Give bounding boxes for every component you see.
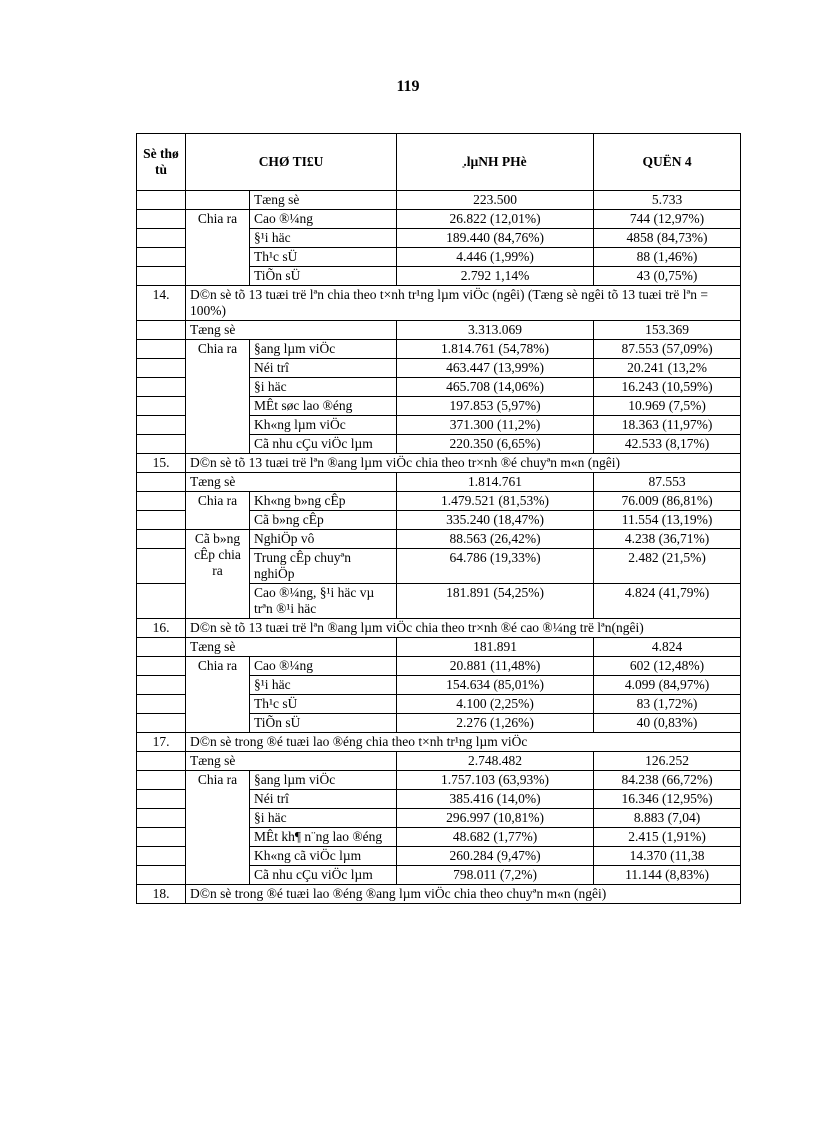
row-value-city: 197.853 (5,97%)	[397, 397, 594, 416]
row-value-district: 84.238 (66,72%)	[594, 771, 741, 790]
row-value-district: 4.238 (36,71%)	[594, 530, 741, 549]
table-row	[137, 638, 741, 657]
row-value-district: 16.243 (10,59%)	[594, 378, 741, 397]
row-value-district: 14.370 (11,38	[594, 847, 741, 866]
row-label: Néi trî	[250, 359, 397, 378]
row-value-district: 83 (1,72%)	[594, 695, 741, 714]
row-label: Tæng sè	[250, 191, 397, 210]
row-value-city: 20.881 (11,48%)	[397, 657, 594, 676]
table-row	[137, 340, 741, 359]
row-value-city: 1.814.761 (54,78%)	[397, 340, 594, 359]
row-value-district: 4.824	[594, 638, 741, 657]
row-label: MÊt søc lao ®éng	[250, 397, 397, 416]
section-title-row	[137, 733, 741, 752]
row-value-district: 744 (12,97%)	[594, 210, 741, 229]
row-value-city: 220.350 (6,65%)	[397, 435, 594, 454]
row-label: Kh«ng b»ng cÊp	[250, 492, 397, 511]
row-label: TiÕn sÜ	[250, 714, 397, 733]
row-label: §¹i häc	[250, 676, 397, 695]
row-value-district: 76.009 (86,81%)	[594, 492, 741, 511]
row-value-city: 1.757.103 (63,93%)	[397, 771, 594, 790]
row-label: MÊt kh¶ n¨ng lao ®éng	[250, 828, 397, 847]
row-value-city: 88.563 (26,42%)	[397, 530, 594, 549]
row-label: Cao ®¼ng, §¹i häc vµ trªn ®¹i häc	[250, 584, 397, 619]
section-title-row	[137, 619, 741, 638]
section-title: D©n sè trong ®é tuæi lao ®éng ®ang lµm viÖc chia theo chuyªn m«n (ngêi)	[186, 885, 741, 904]
row-label: TiÕn sÜ	[250, 267, 397, 286]
row-label: Cã nhu cÇu viÖc lµm	[250, 435, 397, 454]
row-value-district: 153.369	[594, 321, 741, 340]
row-value-city: 64.786 (19,33%)	[397, 549, 594, 584]
row-label: Cã b»ng cÊp	[250, 511, 397, 530]
table-row	[137, 473, 741, 492]
row-value-district: 11.144 (8,83%)	[594, 866, 741, 885]
section-title: D©n sè tõ 13 tuæi trë lªn ®ang lµm viÖc chia theo tr×nh ®é chuyªn m«n (ngêi)	[186, 454, 741, 473]
row-value-district: 126.252	[594, 752, 741, 771]
table-row	[137, 321, 741, 340]
section-number: 15.	[137, 454, 186, 473]
row-value-district: 40 (0,83%)	[594, 714, 741, 733]
row-value-city: 154.634 (85,01%)	[397, 676, 594, 695]
row-value-city: 181.891	[397, 638, 594, 657]
header-chi-tieu: CHØ TI£U	[186, 134, 397, 191]
row-value-district: 4858 (84,73%)	[594, 229, 741, 248]
table-row	[137, 191, 741, 210]
section-number: 16.	[137, 619, 186, 638]
row-label: §i häc	[250, 809, 397, 828]
row-label: Tæng sè	[186, 473, 397, 492]
row-value-city: 4.446 (1,99%)	[397, 248, 594, 267]
row-value-city: 463.447 (13,99%)	[397, 359, 594, 378]
row-label: Tæng sè	[186, 638, 397, 657]
row-value-district: 4.099 (84,97%)	[594, 676, 741, 695]
group-label: Chia ra	[186, 657, 250, 733]
row-label: Tæng sè	[186, 321, 397, 340]
row-value-city: 1.814.761	[397, 473, 594, 492]
header-city: ַ.lµNH PHè	[397, 134, 594, 191]
header-stt: Sè thø tù	[137, 134, 186, 191]
table-row	[137, 530, 741, 549]
row-value-district: 2.482 (21,5%)	[594, 549, 741, 584]
row-value-district: 11.554 (13,19%)	[594, 511, 741, 530]
row-value-city: 2.748.482	[397, 752, 594, 771]
section-title-row	[137, 454, 741, 473]
row-value-city: 2.792 1,14%	[397, 267, 594, 286]
section-title: D©n sè tõ 13 tuæi trë lªn chia theo t×nh tr¹ng lµm viÖc (ngêi) (Tæng sè ngêi tõ 13 tuæi trë lªn = 100%)	[186, 286, 741, 321]
row-label: Trung cÊp chuyªn nghiÖp	[250, 549, 397, 584]
row-label: NghiÖp vô	[250, 530, 397, 549]
row-value-city: 385.416 (14,0%)	[397, 790, 594, 809]
row-value-city: 1.479.521 (81,53%)	[397, 492, 594, 511]
row-value-city: 3.313.069	[397, 321, 594, 340]
row-label: §ang lµm viÖc	[250, 771, 397, 790]
row-value-district: 18.363 (11,97%)	[594, 416, 741, 435]
group-label: Chia ra	[186, 210, 250, 286]
row-label: Cao ®¼ng	[250, 657, 397, 676]
row-label: Néi trî	[250, 790, 397, 809]
row-value-district: 5.733	[594, 191, 741, 210]
row-value-city: 26.822 (12,01%)	[397, 210, 594, 229]
row-value-district: 87.553 (57,09%)	[594, 340, 741, 359]
row-value-city: 2.276 (1,26%)	[397, 714, 594, 733]
row-value-city: 465.708 (14,06%)	[397, 378, 594, 397]
row-value-city: 296.997 (10,81%)	[397, 809, 594, 828]
table-row	[137, 210, 741, 229]
row-value-city: 335.240 (18,47%)	[397, 511, 594, 530]
row-value-district: 87.553	[594, 473, 741, 492]
row-value-city: 189.440 (84,76%)	[397, 229, 594, 248]
row-label: §ang lµm viÖc	[250, 340, 397, 359]
row-value-city: 4.100 (2,25%)	[397, 695, 594, 714]
header-district: QUËN 4	[594, 134, 741, 191]
row-label: Cao ®¼ng	[250, 210, 397, 229]
section-title: D©n sè trong ®é tuæi lao ®éng chia theo t×nh tr¹ng lµm viÖc	[186, 733, 741, 752]
table-row	[137, 657, 741, 676]
row-value-district: 4.824 (41,79%)	[594, 584, 741, 619]
row-value-district: 16.346 (12,95%)	[594, 790, 741, 809]
row-value-city: 371.300 (11,2%)	[397, 416, 594, 435]
row-value-district: 2.415 (1,91%)	[594, 828, 741, 847]
section-number: 17.	[137, 733, 186, 752]
table-row	[137, 492, 741, 511]
row-label: Kh«ng cã viÖc lµm	[250, 847, 397, 866]
statistics-table	[136, 133, 741, 904]
row-value-district: 8.883 (7,04)	[594, 809, 741, 828]
group-label: Chia ra	[186, 340, 250, 454]
row-label: Tæng sè	[186, 752, 397, 771]
row-value-city: 48.682 (1,77%)	[397, 828, 594, 847]
table-header-row	[137, 134, 741, 191]
row-value-city: 260.284 (9,47%)	[397, 847, 594, 866]
row-label: Cã nhu cÇu viÖc lµm	[250, 866, 397, 885]
row-value-district: 20.241 (13,2%	[594, 359, 741, 378]
table-row	[137, 771, 741, 790]
row-value-district: 88 (1,46%)	[594, 248, 741, 267]
page-number: 119	[396, 78, 420, 95]
row-label: §i häc	[250, 378, 397, 397]
group-label: Chia ra	[186, 492, 250, 530]
row-value-district: 602 (12,48%)	[594, 657, 741, 676]
section-number: 18.	[137, 885, 186, 904]
row-value-city: 798.011 (7,2%)	[397, 866, 594, 885]
row-value-district: 43 (0,75%)	[594, 267, 741, 286]
table-row	[137, 752, 741, 771]
row-label: Th¹c sÜ	[250, 248, 397, 267]
row-value-district: 42.533 (8,17%)	[594, 435, 741, 454]
group-label: Chia ra	[186, 771, 250, 885]
row-label: Kh«ng lµm viÖc	[250, 416, 397, 435]
section-title: D©n sè tõ 13 tuæi trë lªn ®ang lµm viÖc chia theo tr×nh ®é cao ®¼ng trë lªn(ngêi)	[186, 619, 741, 638]
group-label: Cã b»ng cÊp chia ra	[186, 530, 250, 619]
row-value-city: 223.500	[397, 191, 594, 210]
section-title-row	[137, 286, 741, 321]
row-value-district: 10.969 (7,5%)	[594, 397, 741, 416]
row-label: §¹i häc	[250, 229, 397, 248]
section-title-row	[137, 885, 741, 904]
section-number: 14.	[137, 286, 186, 321]
row-label: Th¹c sÜ	[250, 695, 397, 714]
row-value-city: 181.891 (54,25%)	[397, 584, 594, 619]
